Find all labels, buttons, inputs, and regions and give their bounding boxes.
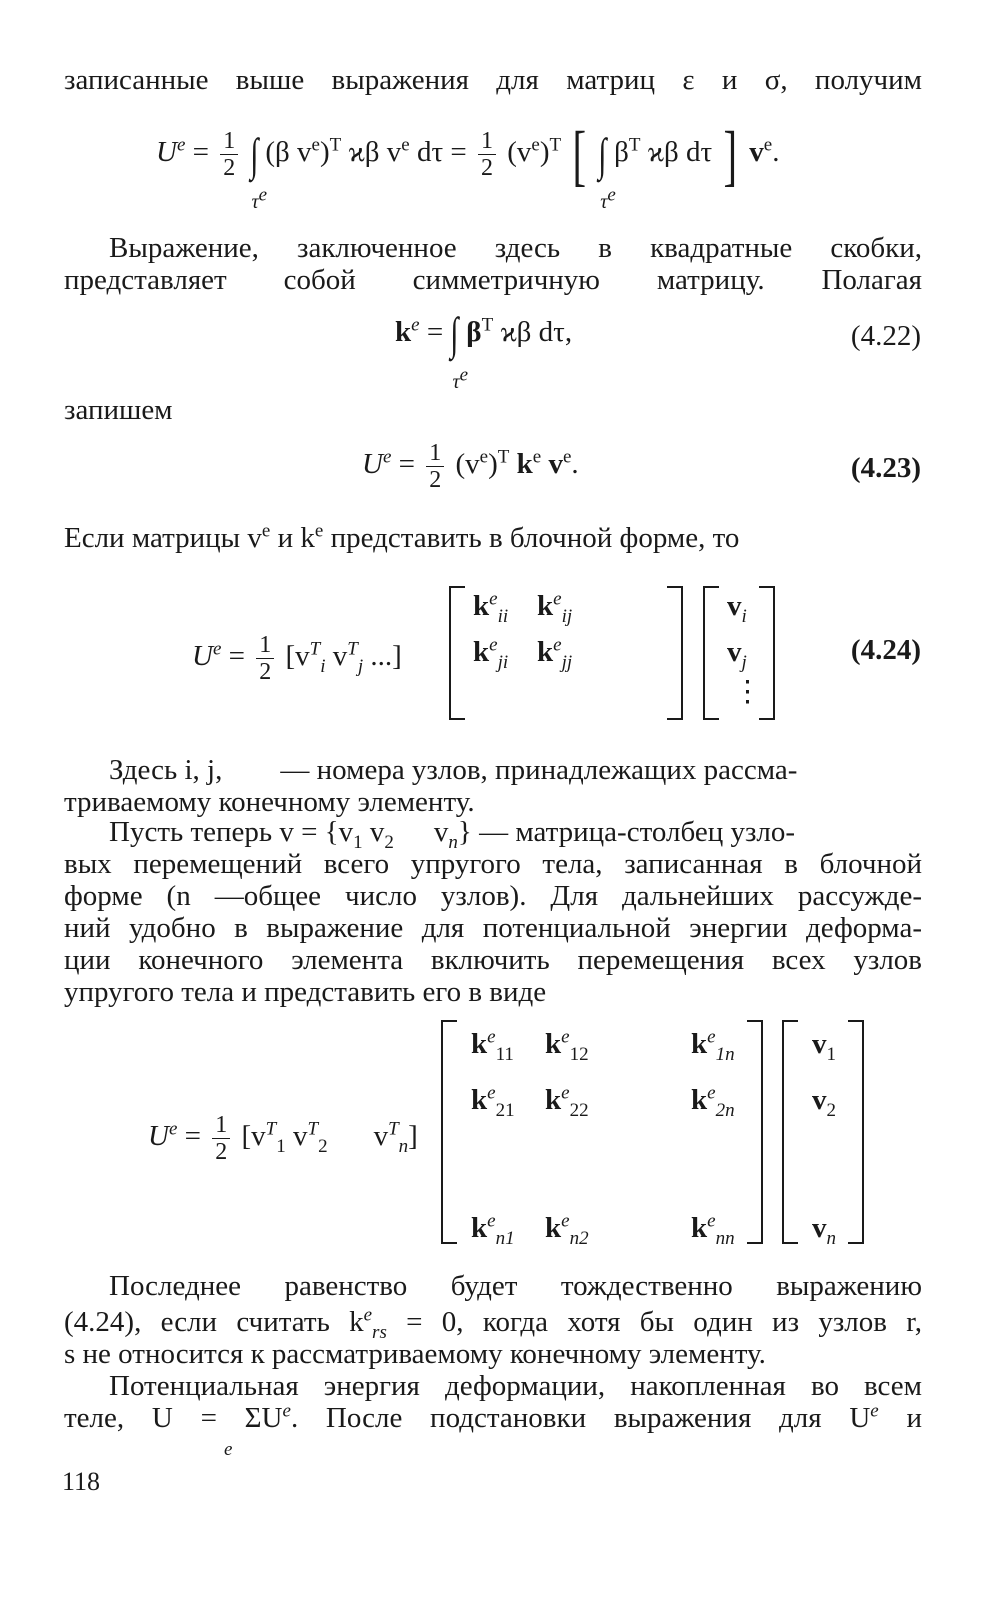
sub: 2 [384,831,394,853]
text: } — матрица-столбец узло- [457,816,796,848]
k: k [545,1084,562,1116]
fraction-half [426,440,444,493]
text-line: Потенциальная энергия деформации, накопленная во всем [109,1370,922,1402]
matrix-cell-k2n [691,1082,735,1121]
sub: 2 [826,1099,836,1121]
term: v [541,448,563,481]
sup: e [553,588,562,610]
text: Пусть теперь v = {v [109,816,354,848]
text-line: форме (n —общее число узлов). Для дальнейших рассужде- [64,880,922,912]
sup: e [479,446,489,468]
matrix-bracket-left [441,1020,457,1244]
equals: = [221,640,245,673]
frac-num: 1 [478,128,496,155]
sup: e [707,1026,716,1048]
sup: e [401,134,410,156]
text: = 0, когда хотя бы один из узлов r, [386,1306,922,1338]
k: k [471,1028,488,1060]
paragraph-identity-3 [64,1338,922,1370]
paragraph-total-energy-2 [64,1402,922,1434]
sup: e [176,134,186,156]
text: v [433,816,449,848]
integral: ∫ $\tau^e$ [450,308,469,393]
sup: e [168,1118,178,1140]
k: k [537,590,554,622]
matrix-cell-k22 [545,1082,589,1121]
term: [v [241,1120,266,1153]
sup: e [531,134,540,156]
text: . После подстановки выражения для U [290,1402,871,1434]
vector-cell-v-i [727,590,747,627]
term: dτ = [409,136,467,169]
frac-den: 2 [215,1139,228,1165]
matrix-k-full [441,1020,763,1249]
frac-den: 2 [223,155,236,181]
sup: e [487,1082,496,1104]
v: v [812,1028,827,1060]
matrix-bracket-left [703,586,719,720]
page-number: 118 [62,1467,101,1496]
sub: n1 [495,1227,515,1249]
text-line: триваемому конечному элементу. [64,786,475,818]
equation-4-23 [362,440,579,493]
vector-cell-v1 [812,1028,836,1065]
sum-subscript: e [224,1439,233,1460]
sup: e [261,520,271,542]
text-line: ний удобно в выражение для потенциальной энергии деформа- [64,912,922,944]
matrix-cell-kn1 [471,1210,515,1249]
paragraph-nodes [64,754,922,786]
k: k [471,1084,488,1116]
symbol-k: k [395,316,412,348]
term: . [571,448,579,481]
sup: e [532,446,542,468]
sub: 11 [495,1043,514,1065]
text: — номера узлов, принадлежащих рассма- [280,754,798,786]
sub: 22 [569,1099,589,1121]
frac-num: 1 [220,128,238,155]
sub: 21 [495,1099,515,1121]
paragraph-zapishem [64,394,922,426]
k: k [545,1212,562,1244]
paragraph-symmetric-2 [64,264,922,296]
symbol-U: U [192,640,213,673]
term: β [466,316,482,348]
v: v [727,636,742,668]
paragraph-total-energy [64,1370,922,1402]
frac-num: 1 [426,440,444,467]
sub: 2n [715,1099,735,1121]
matrix-cell-kn2 [545,1210,589,1249]
sub: j [357,655,364,677]
term: ) [488,448,498,481]
text: Если матрицы v [64,522,262,554]
sub: 1 [353,831,363,853]
term: β [614,136,629,169]
text-line: представляет собой симметричную матрицу. Полагая [64,264,922,296]
text: (4.24), если считать k [64,1306,364,1338]
equation-4-22 [395,308,573,393]
term: v [325,640,348,673]
sup: e [487,1026,496,1048]
matrix-v-column [703,586,775,720]
matrix-cell-k21 [471,1082,515,1121]
sub: n [448,831,458,853]
vector-cell-v-j [727,636,747,673]
equals: = [391,448,415,481]
text-line: упругого тела и представить его в виде [64,976,547,1008]
equals: = [419,316,444,348]
equals: = [192,136,209,169]
sub: j [741,651,747,673]
term: ] [408,1120,418,1153]
v: v [727,590,742,622]
text: Здесь i, j, [109,754,223,786]
matrix-cell-k1n [691,1026,735,1065]
paragraph-displacements-2 [64,848,922,880]
text-line: Последнее равенство будет тождественно выражению [109,1270,922,1302]
sub: jj [561,651,573,673]
text: представить в блочной форме, то [323,522,740,554]
int-sub: τ [251,191,259,214]
v: v [812,1084,827,1116]
int-sub: τ [600,191,608,214]
text-line: s не относится к рассматриваемому конечному элементу. [64,1338,766,1370]
vector-cell-v2 [812,1084,836,1121]
fraction-half [478,128,496,181]
sub: rs [372,1321,387,1343]
sup: T [481,314,494,336]
k: k [545,1028,562,1060]
sup: T [347,638,358,660]
term: ...] [363,640,402,673]
sub: nn [715,1227,735,1249]
text-line: Выражение, заключенное здесь в квадратные скобки, [109,232,922,264]
term: v [373,1120,389,1153]
matrix-cell-k-ij [537,588,573,627]
sub: ii [497,605,509,627]
sup: T [628,134,641,156]
term: v [749,136,764,169]
term: (v [507,136,532,169]
sub: n [398,1135,409,1157]
fraction-half [256,632,274,685]
sup: e [707,1210,716,1232]
sup: e [212,638,222,660]
k: k [473,636,490,668]
k: k [471,1212,488,1244]
equation-4-24-lhs [192,632,402,685]
sub: i [741,605,747,627]
vector-vdots: ⋮ [733,676,762,708]
sup: e [487,1210,496,1232]
fraction-half [212,1112,230,1165]
sub: n [826,1227,836,1249]
sup: T [265,1118,277,1140]
paragraph-displacements-5 [64,944,922,976]
matrix-k-block [449,586,683,720]
frac-den: 2 [259,659,272,685]
symbol-U: U [148,1120,169,1153]
paragraph-nodes-2 [64,786,922,818]
equals: = [177,1120,201,1153]
sup: T [497,446,510,468]
paragraph-block-form [64,522,894,554]
frac-num: 1 [212,1112,230,1139]
text: v [362,816,385,848]
sup: e [363,1304,373,1326]
frac-den: 2 [480,155,493,181]
equation-full-lhs [148,1112,418,1165]
fraction-half [220,128,238,181]
sup: T [307,1118,319,1140]
paragraph-identity-2 [64,1304,922,1343]
matrix-bracket-right [747,1020,763,1244]
sub: 2 [318,1135,328,1157]
int-sub: τ [452,371,460,393]
sup: e [411,314,420,336]
sup: e [607,184,616,206]
matrix-cell-k-ji [473,634,509,673]
frac-den: 2 [429,467,442,493]
text-line: ции конечного элемента включить перемещения всех узлов [64,944,922,976]
matrix-cell-k-ii [473,588,509,627]
frac-num: 1 [256,632,274,659]
text-line: записанные выше выражения для матриц ε и σ, получим [64,64,922,96]
equation-number: (4.24) [850,634,921,666]
text: и k [270,522,315,554]
sup: e [382,446,392,468]
sup: e [314,520,324,542]
symbol-U: U [156,136,177,169]
vector-cell-vn [812,1212,836,1249]
sup: e [489,634,498,656]
matrix-cell-k-jj [537,634,573,673]
text: и [878,1402,922,1434]
paragraph-displacements-3 [64,880,922,912]
term: ϰβ dτ [640,136,713,169]
term: ϰβ dτ, [493,316,573,348]
integral: ∫ $\tau^e$ [249,128,268,214]
matrix-v-full [782,1020,864,1249]
integral: ∫ $\tau^e$ [598,128,616,214]
matrix-bracket-left [782,1020,798,1244]
sub: 1 [276,1135,286,1157]
k: k [473,590,490,622]
k: k [691,1212,708,1244]
k: k [537,636,554,668]
symbol-U: U [362,448,383,481]
matrix-bracket-right [848,1020,864,1244]
sub: 12 [569,1043,589,1065]
term: (β v [265,136,312,169]
text-line: запишем [64,394,173,426]
sup: e [707,1082,716,1104]
paragraph-displacements-4 [64,912,922,944]
paragraph-intro [64,64,922,96]
sup: T [309,638,321,660]
k: k [691,1084,708,1116]
term: v [285,1120,308,1153]
paragraph-displacements [64,816,922,853]
sub: i [320,655,326,677]
text-line: вых перемещений всего упругого тела, записанная в блочной [64,848,922,880]
sub: 1 [826,1043,836,1065]
paragraph-identity [64,1270,922,1302]
matrix-cell-k12 [545,1026,589,1065]
equation-energy-integral [156,116,780,214]
term: k [509,448,533,481]
term: ϰβ v [341,136,402,169]
equation-number: (4.23) [850,452,921,484]
term: ) [319,136,330,169]
sup: e [561,1082,570,1104]
matrix-bracket-right [667,586,683,720]
sup: e [553,634,562,656]
sup: e [561,1026,570,1048]
sup: e [489,588,498,610]
sup: T [329,134,342,156]
text: теле, U = ΣU [64,1402,283,1434]
sup: e [459,364,469,386]
sub: ji [497,651,509,673]
paragraph-displacements-6 [64,976,922,1008]
bracket-left: [ [572,116,587,193]
sub: 1n [715,1043,735,1065]
sup: e [311,134,320,156]
sup: e [561,1210,570,1232]
paragraph-symmetric [64,232,922,264]
sup: e [562,446,572,468]
k: k [691,1028,708,1060]
sub: ij [561,605,573,627]
sup: e [282,1400,291,1422]
sup: T [388,1118,399,1140]
bracket-right: ] [723,116,738,193]
sup: e [763,134,773,156]
term: (v [455,448,480,481]
term: [v [285,640,310,673]
matrix-cell-knn [691,1210,735,1249]
sup: e [258,184,268,206]
term: . [772,136,780,169]
sup: e [870,1400,879,1422]
equation-number: (4.22) [850,320,921,352]
sub: n2 [569,1227,589,1249]
term: ) [539,136,550,169]
v: v [812,1212,827,1244]
matrix-bracket-left [449,586,465,720]
matrix-cell-k11 [471,1026,514,1065]
sup: T [549,134,562,156]
